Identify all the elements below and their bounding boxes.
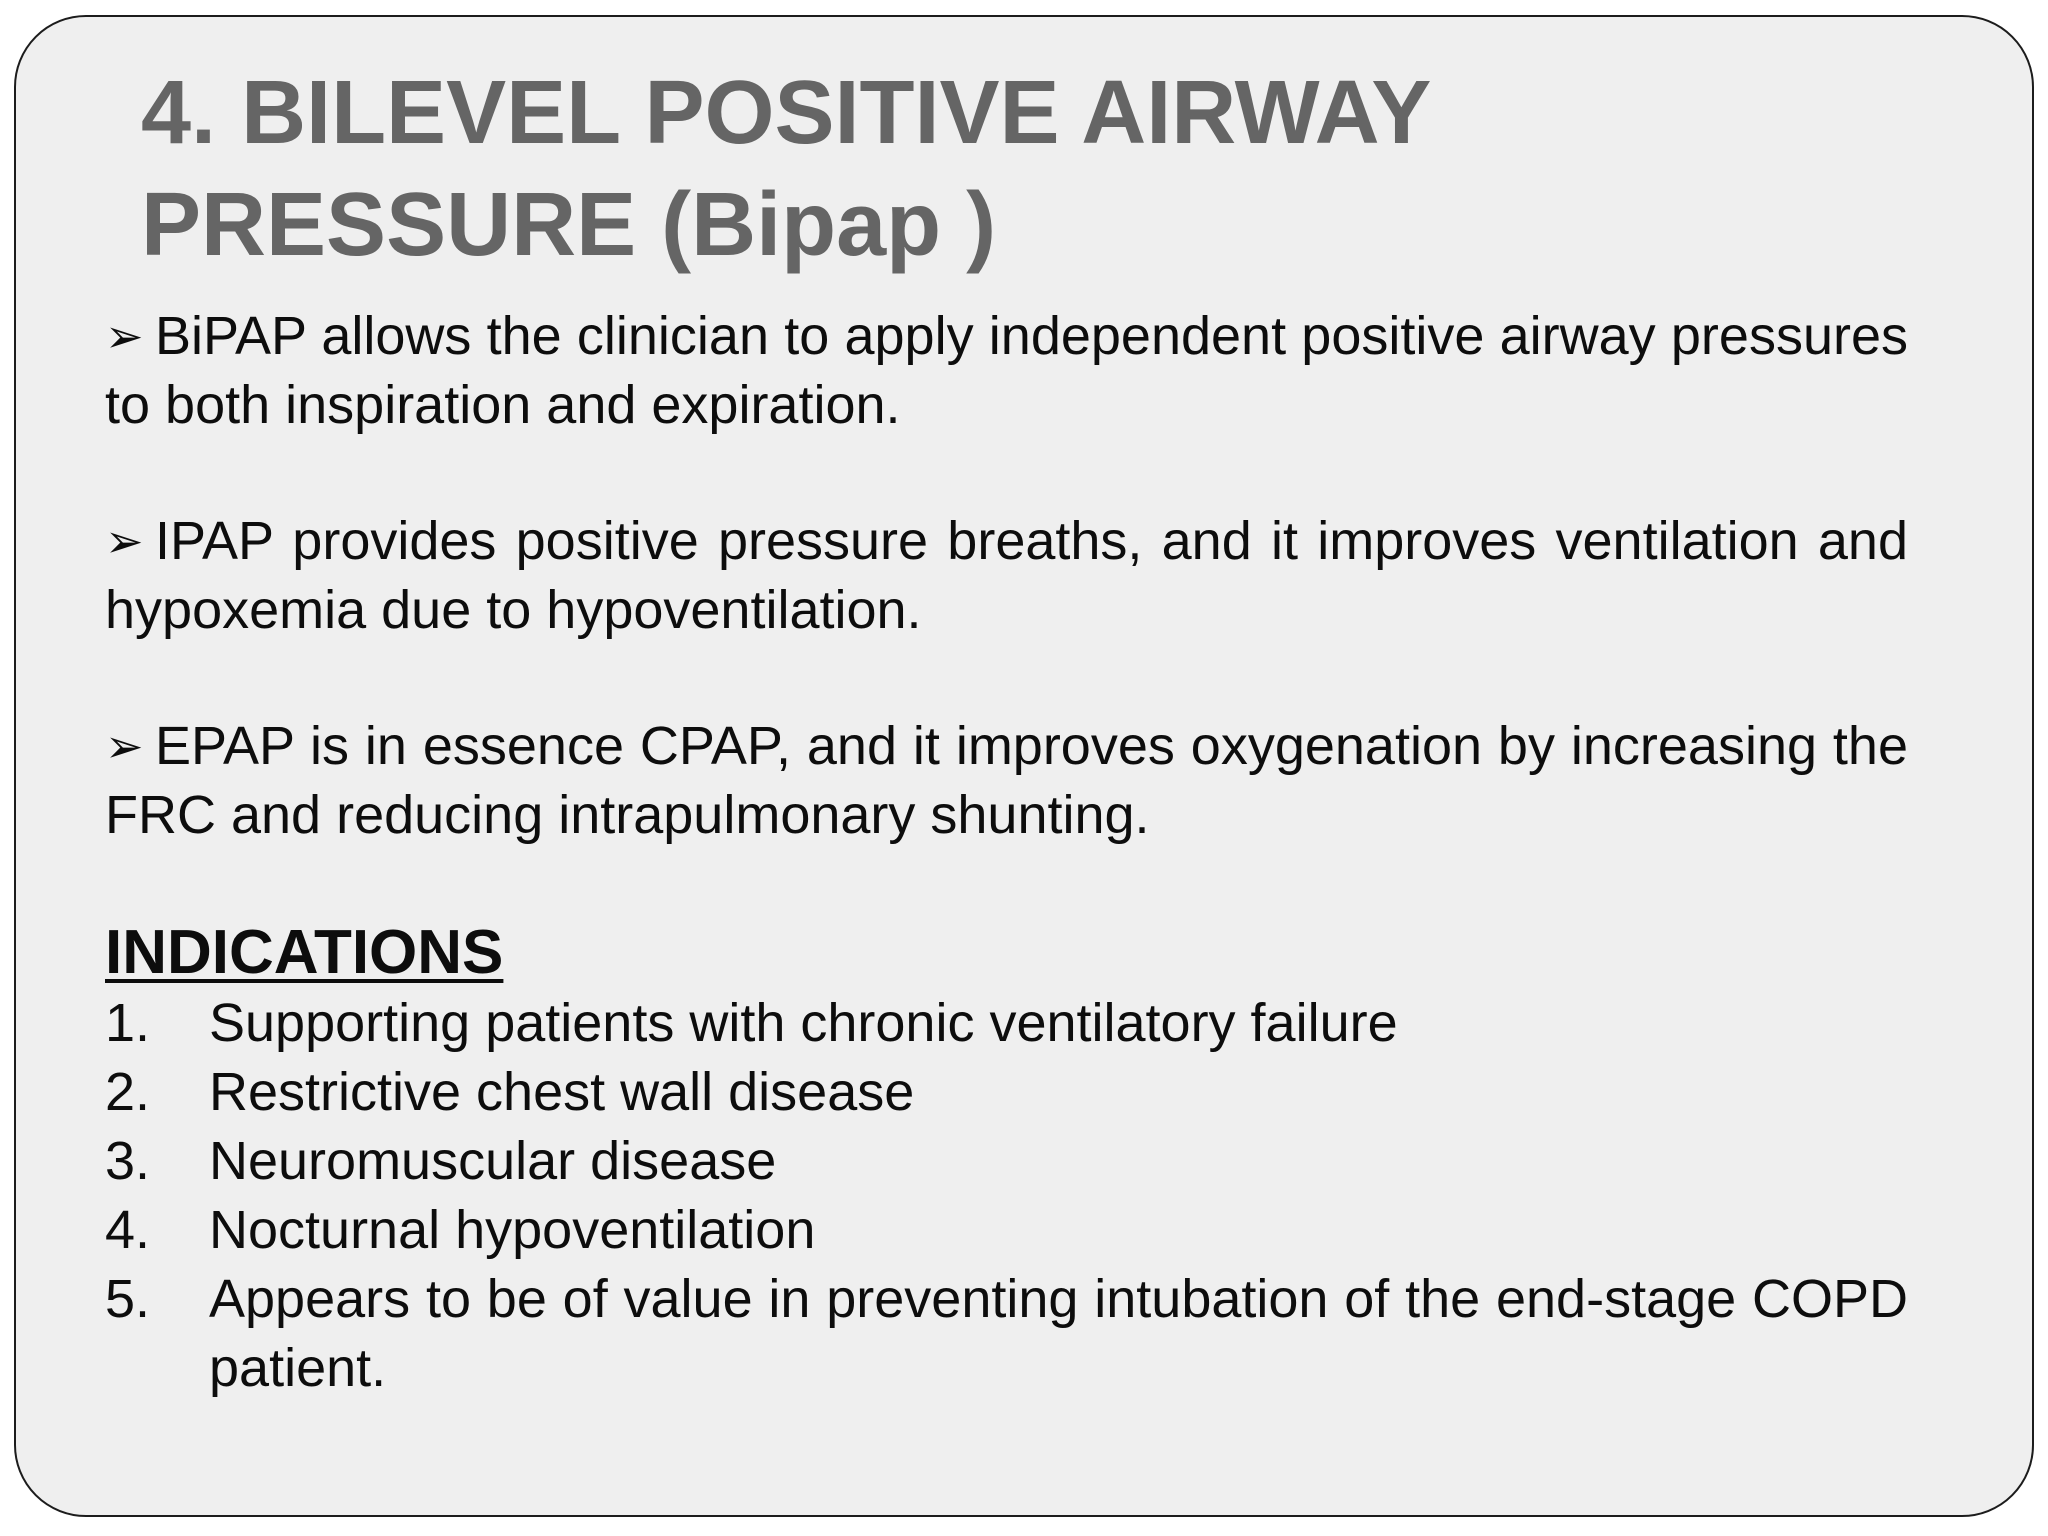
slide-content [105,302,1908,1403]
indication-text: Neuromuscular disease [209,1131,777,1191]
indications-heading: INDICATIONS [105,918,504,987]
slide-title-line-1: 4. BILEVEL POSITIVE AIRWAY [141,63,1432,163]
indication-text: Supporting patients with chronic ventilatory failure [209,993,1398,1053]
bullet-epap [105,712,1908,850]
indication-item [105,989,1908,1058]
indication-number: 3. [105,1131,151,1191]
bullet-bipap [105,302,1908,440]
slide-frame [14,15,2034,1517]
bullet-text: EPAP is in essence CPAP, and it improves oxygenation by increasing the FRC and reducing intrapulmonary shunting. [105,716,1908,845]
indication-number: 2. [105,1062,151,1122]
arrow-bullet-icon: ➢ [105,515,144,567]
bullet-text: BiPAP allows the clinician to apply independent positive airway pressures to both inspiration and expiration. [105,306,1908,435]
indication-item [105,1127,1908,1196]
indication-text: Restrictive chest wall disease [209,1062,915,1122]
slide-title [141,57,1641,281]
slide-title-line-2: PRESSURE (Bipap ) [141,175,997,275]
indication-number: 4. [105,1200,151,1260]
indication-item [105,1058,1908,1127]
indication-number: 1. [105,993,151,1053]
indication-item [105,1265,1908,1403]
indication-item [105,1196,1908,1265]
indication-number: 5. [105,1269,151,1329]
indications-list [105,989,1908,1403]
indication-text: Appears to be of value in preventing intubation of the end-stage COPD patient. [209,1269,1908,1398]
arrow-bullet-icon: ➢ [105,720,144,772]
bullet-text: IPAP provides positive pressure breaths, and it improves ventilation and hypoxemia due to hypoventilation. [105,511,1908,640]
indication-text: Nocturnal hypoventilation [209,1200,816,1260]
bullet-ipap [105,507,1908,645]
arrow-bullet-icon: ➢ [105,310,144,362]
